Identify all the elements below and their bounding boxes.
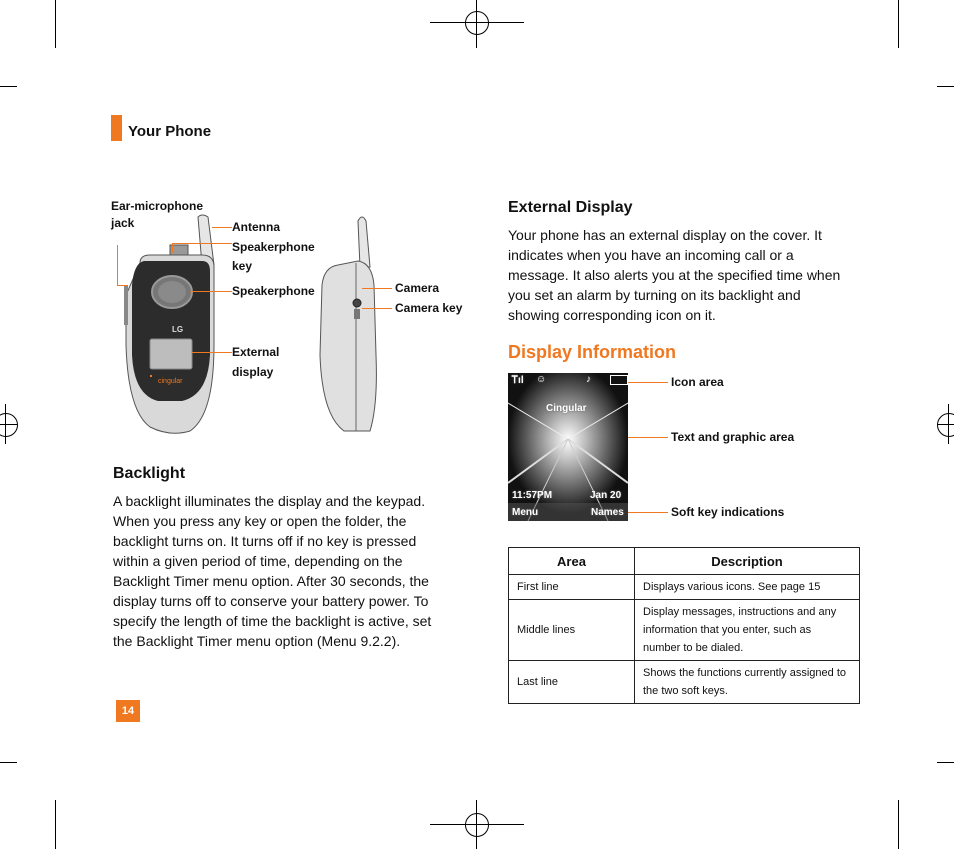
left-soft-key: Menu xyxy=(512,507,539,518)
soft-key-indications-label: Soft key indications xyxy=(671,505,785,519)
callout-line xyxy=(172,243,232,244)
registration-mark xyxy=(0,413,18,437)
table-cell: First line xyxy=(509,575,635,600)
carrier-logo: cingular xyxy=(158,378,183,385)
antenna-label: Antenna xyxy=(232,220,280,234)
external-display-paragraph: Your phone has an external display on the cover. It indicates when you have an incoming call or a message. It also alerts you at the specified time when you set an alarm by turning on its backlight and showing corresponding icon on it. xyxy=(508,227,841,323)
music-note-icon: ♪ xyxy=(586,374,591,385)
external-display-screen xyxy=(508,373,628,521)
label-line: key xyxy=(232,259,253,273)
backlight-paragraph: A backlight illuminates the display and the keypad. When you press any key or open the folder, the backlight turns on. It turns off if no key is pressed within a given period of time, depending on the Backlight Timer menu option. After 30 seconds, the display turns off to conserve your battery power. To specify the length of time the backlight is active, set the Backlight Timer menu option (Menu 9.2.2). xyxy=(113,493,432,649)
table-row xyxy=(509,600,860,661)
icon-area-label: Icon area xyxy=(671,375,724,389)
section-accent-bar xyxy=(111,115,122,141)
callout-line xyxy=(628,382,668,383)
crop-mark xyxy=(0,86,17,87)
column-header: Area xyxy=(509,548,635,575)
camera-lens xyxy=(353,299,361,307)
screen-carrier: Cingular xyxy=(546,403,587,414)
speakerphone-key-label xyxy=(232,238,315,276)
table-cell: Middle lines xyxy=(509,600,635,661)
external-display-label xyxy=(232,343,279,382)
speakerphone-label: Speakerphone xyxy=(232,284,315,298)
registration-mark xyxy=(937,413,954,437)
text-graphic-area-label: Text and graphic area xyxy=(671,430,795,444)
ear-jack-shape xyxy=(124,285,128,325)
label-line: jack xyxy=(111,216,135,230)
callout-line xyxy=(117,245,118,285)
right-soft-key: Names xyxy=(591,507,624,518)
section-title: Your Phone xyxy=(128,123,212,140)
table-header-row xyxy=(509,548,860,575)
registration-mark xyxy=(465,813,489,837)
table-row xyxy=(509,575,860,600)
label-line: Ear-microphone xyxy=(111,199,204,213)
crop-mark xyxy=(898,800,899,849)
ear-microphone-jack-label xyxy=(111,197,203,233)
screen-time: 11:57PM xyxy=(512,490,553,501)
display-info-table xyxy=(508,547,860,704)
table-cell: Display messages, instructions and any information that you enter, such as number to be dialed. xyxy=(635,600,860,661)
label-line: display xyxy=(232,365,274,379)
battery-icon xyxy=(610,375,628,385)
phone-body-side xyxy=(320,261,376,431)
table-cell: Shows the functions currently assigned to the two soft keys. xyxy=(635,661,860,704)
callout-line xyxy=(362,288,392,289)
crop-mark xyxy=(55,0,56,48)
callout-line xyxy=(212,227,232,228)
table-cell: Displays various icons. See page 15 xyxy=(635,575,860,600)
crop-mark xyxy=(0,762,17,763)
callout-line xyxy=(628,512,668,513)
column-header: Description xyxy=(635,548,860,575)
label-line: External xyxy=(232,345,280,359)
crop-mark xyxy=(937,86,954,87)
signal-strength-icon: Ꭲıl xyxy=(512,375,524,386)
table-cell: Last line xyxy=(509,661,635,704)
registration-mark xyxy=(465,11,489,35)
label-line: Speakerphone xyxy=(232,240,315,254)
screen-date: Jan 20 xyxy=(590,490,622,501)
display-information-heading: Display Information xyxy=(508,342,677,362)
crop-mark xyxy=(898,0,899,48)
table-row xyxy=(509,661,860,704)
callout-line xyxy=(192,352,232,353)
camera-label: Camera xyxy=(395,281,440,295)
page-number: 14 xyxy=(116,700,140,722)
crop-mark xyxy=(55,800,56,849)
smiley-icon: ☺ xyxy=(536,374,547,385)
callout-line xyxy=(362,308,392,309)
external-display-window xyxy=(150,339,192,369)
callout-line xyxy=(628,437,668,438)
callout-line xyxy=(172,243,173,253)
callout-line xyxy=(190,291,232,292)
backlight-heading: Backlight xyxy=(113,465,186,482)
crop-mark xyxy=(937,762,954,763)
camera-key-label: Camera key xyxy=(395,301,463,315)
external-display-heading: External Display xyxy=(508,199,633,216)
antenna-shape-side xyxy=(358,217,370,267)
camera-key-shape xyxy=(354,309,360,319)
phone-brand-logo: LG xyxy=(172,325,184,334)
callout-line xyxy=(117,285,127,286)
